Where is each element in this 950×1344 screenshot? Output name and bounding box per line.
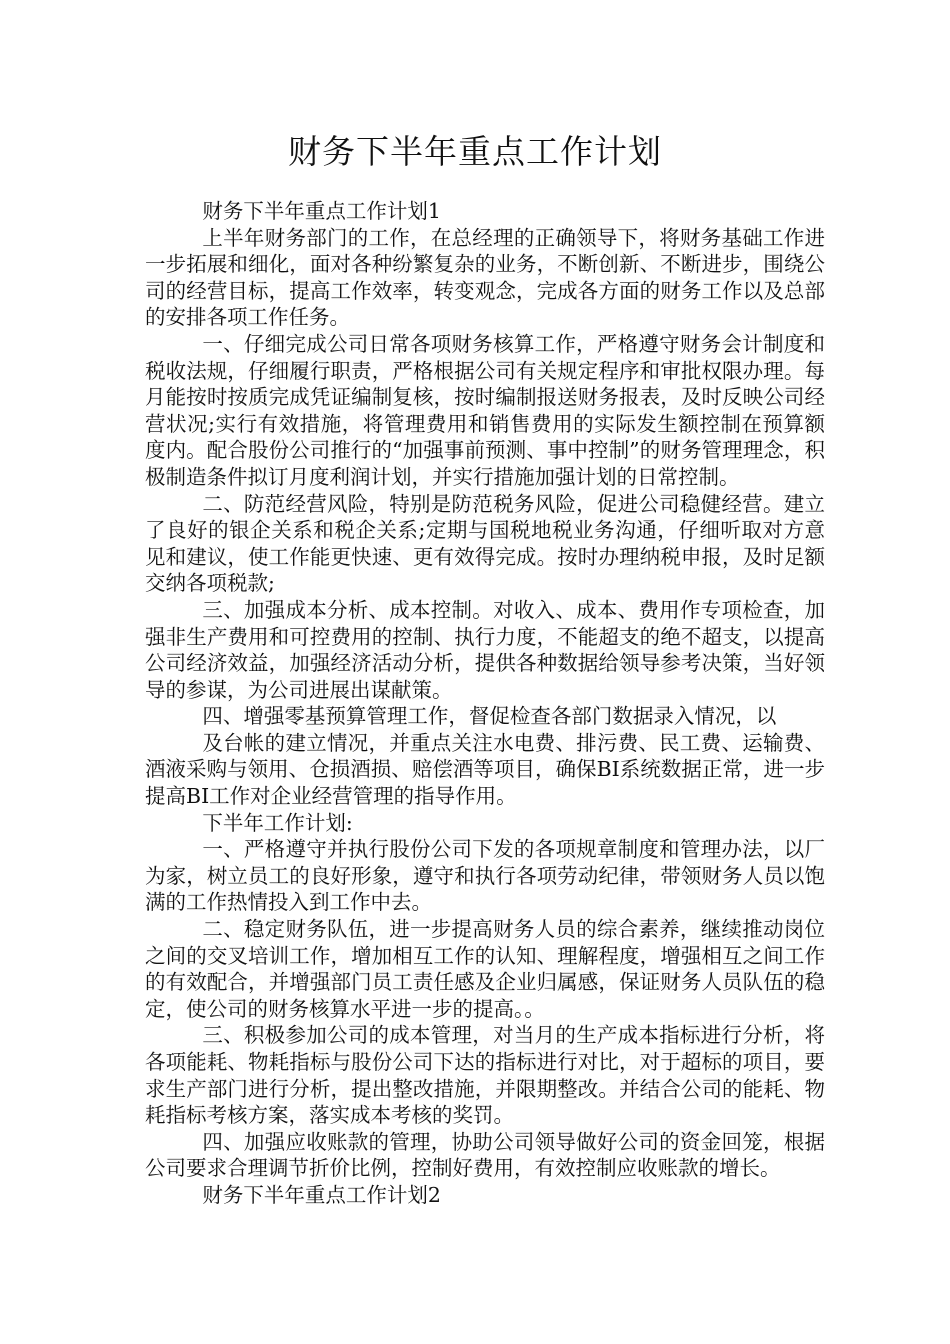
- paragraph-item-3: 三、加强成本分析、成本控制。对收入、成本、费用作专项检查，加强非生产费用和可控费用的控制、执行力度，不能超支的绝不超支，以提高公司经济效益，加强经济活动分析，提供各种数据给领导参考决策，当好领导的参谋，为公司进展出谋献策。: [145, 597, 825, 702]
- paragraph-plan-item-3: 三、积极参加公司的成本管理，对当月的生产成本指标进行分析，将各项能耗、物耗指标与股份公司下达的指标进行对比，对于超标的项目，要求生产部门进行分析，提出整改措施，并限期整改。并结合公司的能耗、物耗指标考核方案，落实成本考核的奖罚。: [145, 1023, 825, 1128]
- paragraph-plan-item-2: 二、稳定财务队伍，进一步提高财务人员的综合素养，继续推动岗位之间的交叉培训工作，增加相互工作的认知、理解程度，增强相互之间工作的有效配合，并增强部门员工责任感及企业归属感，保证财务人员队伍的稳定，使公司的财务核算水平进一步的提高。。: [145, 917, 825, 1021]
- paragraph-item-4-start: 四、增强零基预算管理工作，督促检查各部门数据录入情况，以: [202, 704, 777, 729]
- section-heading-second-half-plan: 下半年工作计划:: [202, 810, 353, 835]
- paragraph-item-2: 二、防范经营风险，特别是防范税务风险，促进公司稳健经营。建立了良好的银企关系和税企关系;定期与国税地税业务沟通，仔细听取对方意见和建议，使工作能更快速、更有效得完成。按时办理纳税申报，及时足额交纳各项税款;: [145, 491, 825, 596]
- paragraph-plan-item-4: 四、加强应收账款的管理，协助公司领导做好公司的资金回笼，根据公司要求合理调节折价比例，控制好费用，有效控制应收账款的增长。: [145, 1129, 825, 1181]
- paragraph-item-4-continued: 及台帐的建立情况，并重点关注水电费、排污费、民工费、运输费、酒液采购与领用、仓损酒损、赔偿酒等项目，确保BI系统数据正常，进一步提高BI工作对企业经营管理的指导作用。: [145, 730, 825, 809]
- section-heading-plan-2: 财务下半年重点工作计划2: [202, 1182, 441, 1207]
- document-title: 财务下半年重点工作计划: [288, 132, 662, 171]
- paragraph-item-1: 一、仔细完成公司日常各项财务核算工作，严格遵守财务会计制度和税收法规，仔细履行职责，严格根据公司有关规定程序和审批权限办理。每月能按时按质完成凭证编制复核，按时编制报送财务报表，及时反映公司经营状况;实行有效措施，将管理费用和销售费用的实际发生额控制在预算额度内。配合股份公司推行的“加强事前预测、事中控制”的财务管理理念，积极制造条件拟订月度利润计划，并实行措施加强计划的日常控制。: [145, 331, 825, 489]
- paragraph-plan-item-1: 一、严格遵守并执行股份公司下发的各项规章制度和管理办法，以厂为家，树立员工的良好形象，遵守和执行各项劳动纪律，带领财务人员以饱满的工作热情投入到工作中去。: [145, 837, 825, 915]
- paragraph-intro: 上半年财务部门的工作，在总经理的正确领导下，将财务基础工作进一步拓展和细化，面对各种纷繁复杂的业务，不断创新、不断进步，围绕公司的经营目标，提高工作效率，转变观念，完成各方面的财务工作以及总部的安排各项工作任务。: [145, 225, 825, 330]
- document-body: [145, 198, 825, 1209]
- section-heading-plan-1: 财务下半年重点工作计划1: [202, 199, 441, 223]
